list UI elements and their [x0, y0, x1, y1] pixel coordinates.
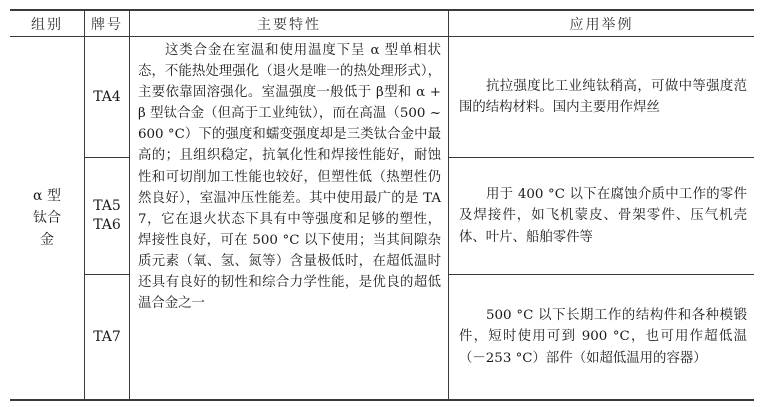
header-properties: 主要特性	[257, 16, 321, 33]
group-label: α 型钛合金	[33, 188, 61, 248]
col-divider-3	[448, 9, 449, 401]
grade-cell-ta5-ta6: TA5 TA6	[93, 198, 121, 233]
header-applications: 应用举例	[569, 16, 634, 33]
properties-text: 这类合金在室温和使用温度下呈 α 型单相状态，不能热处理强化（退火是唯一的热处理形式），主要依靠固溶强化。室温强度一般低于 β型和 α + β 型钛合金（但高于工业纯钛），而在高温（500 ~ 600 °C）下的强度和蠕变强度却是三类钛合金中最高的；且组织稳定，抗氧化性和焊接性能好，耐蚀性和可切削加工性能也较好，但塑性低（热塑性仍然良好），室温冲压性能差。其中使用最广的是 TA7，它在退火状态下具有中等强度和足够的塑性，焊接性良好，可在 500 °C 以下使用；当其间隙杂质元素（氧、氢、氮等）含量极低时，在超低温时还具有良好的韧性和综合力学性能，是优良的超低温合金之一	[138, 43, 441, 312]
header-grade: 牌号	[91, 16, 123, 33]
application-text-ta5-ta6: 用于 400 °C 以下在腐蚀介质中工作的零件及焊接件，如飞机蒙皮、骨架零件、压气机壳体、叶片、船舶零件等	[459, 186, 747, 245]
alloy-table	[10, 9, 754, 401]
grade-cell-ta4: TA4	[93, 88, 121, 105]
application-text-ta7: 500 °C 以下长期工作的结构件和各种模锻件，短时使用可到 900 °C，也可用作超低温（－253 °C）部件（如超低温用的容器）	[459, 307, 747, 366]
grade-cell-ta7: TA7	[93, 328, 121, 345]
group-cell	[10, 37, 84, 399]
application-cell-ta4	[459, 37, 747, 157]
application-text-ta4: 抗拉强度比工业纯钛稍高，可做中等强度范围的结构材料。国内主要用作焊丝	[459, 78, 747, 115]
table-bottom-rule	[10, 399, 754, 401]
col-divider-2	[129, 9, 130, 401]
application-cell-ta5-ta6	[459, 158, 747, 274]
header-group: 组别	[31, 16, 63, 33]
application-cell-ta7	[459, 275, 747, 399]
